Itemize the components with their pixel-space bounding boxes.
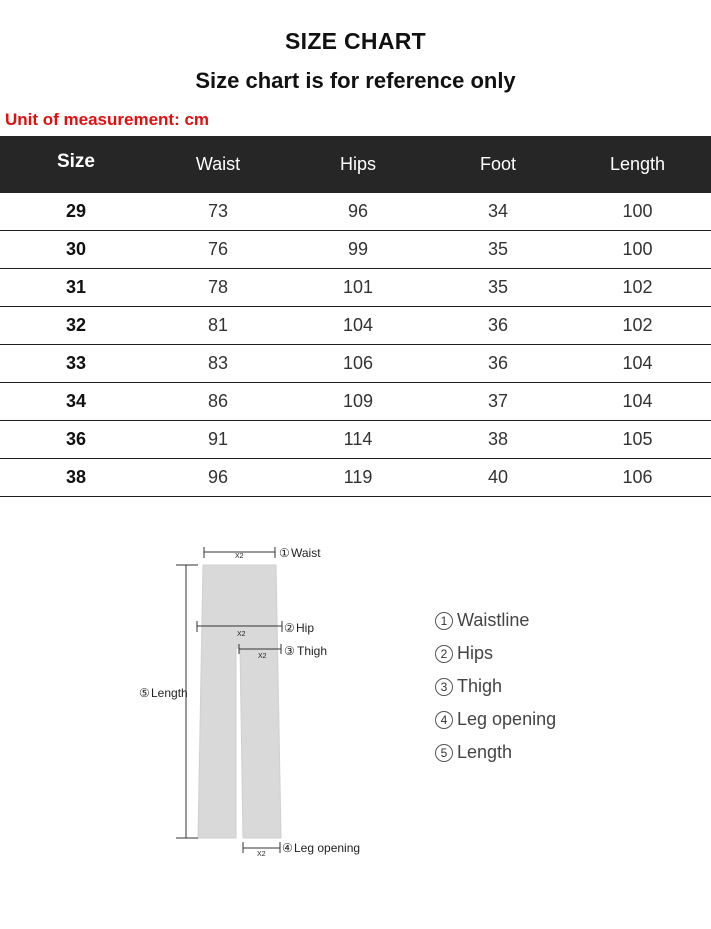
cell-waist: 81 bbox=[207, 315, 229, 335]
cell-foot: 34 bbox=[487, 201, 509, 221]
hip-x2-label: X2 bbox=[237, 631, 246, 638]
legend-label: Thigh bbox=[457, 676, 503, 696]
pants-silhouette bbox=[198, 565, 281, 838]
hip-marker: ② bbox=[284, 621, 295, 635]
legend-number: 4 bbox=[435, 711, 453, 729]
thigh-label: Thigh bbox=[297, 644, 328, 658]
cell-length: 102 bbox=[622, 277, 653, 297]
length-marker: ⑤ bbox=[139, 686, 150, 700]
cell-size: 29 bbox=[65, 201, 87, 221]
header-foot: Foot bbox=[479, 154, 517, 174]
cell-length: 104 bbox=[622, 391, 653, 411]
header-size: Size bbox=[56, 150, 96, 172]
measurement-legend bbox=[435, 604, 556, 769]
legend-label: Leg opening bbox=[457, 709, 557, 729]
cell-hips: 109 bbox=[342, 391, 374, 411]
leg-opening-label: Leg opening bbox=[294, 841, 361, 855]
page-subtitle: Size chart is for reference only bbox=[195, 68, 516, 93]
cell-waist: 76 bbox=[207, 239, 229, 259]
cell-waist: 83 bbox=[207, 353, 229, 373]
cell-waist: 86 bbox=[207, 391, 229, 411]
legend-number: 5 bbox=[435, 744, 453, 762]
cell-hips: 101 bbox=[342, 277, 374, 297]
waist-marker: ① bbox=[279, 546, 290, 560]
cell-foot: 38 bbox=[487, 429, 509, 449]
cell-hips: 99 bbox=[347, 239, 369, 259]
cell-length: 102 bbox=[622, 315, 653, 335]
legend-number: 3 bbox=[435, 678, 453, 696]
cell-length: 106 bbox=[622, 467, 653, 487]
legend-item bbox=[435, 637, 556, 670]
waist-label: Waist bbox=[291, 546, 321, 560]
unit-note: Unit of measurement: cm bbox=[5, 110, 210, 129]
legend-item bbox=[435, 670, 556, 703]
header-hips: Hips bbox=[339, 154, 376, 174]
cell-length: 105 bbox=[622, 429, 653, 449]
header-waist: Waist bbox=[195, 154, 241, 174]
cell-waist: 96 bbox=[207, 467, 229, 487]
cell-size: 36 bbox=[65, 429, 87, 449]
cell-size: 38 bbox=[65, 467, 87, 487]
leg-opening-marker: ④ bbox=[282, 841, 293, 855]
cell-foot: 37 bbox=[487, 391, 509, 411]
cell-length: 104 bbox=[622, 353, 653, 373]
cell-foot: 36 bbox=[487, 353, 509, 373]
cell-length: 100 bbox=[622, 239, 653, 259]
page-title: SIZE CHART bbox=[285, 28, 426, 54]
hip-label: Hip bbox=[296, 621, 315, 635]
legend-label: Length bbox=[457, 742, 513, 762]
legend-number: 2 bbox=[435, 645, 453, 663]
cell-hips: 114 bbox=[343, 429, 373, 449]
legend-item bbox=[435, 736, 556, 769]
cell-hips: 104 bbox=[342, 315, 374, 335]
cell-foot: 36 bbox=[487, 315, 509, 335]
thigh-x2-label: X2 bbox=[258, 653, 267, 660]
cell-waist: 78 bbox=[207, 277, 229, 297]
thigh-marker: ③ bbox=[284, 644, 295, 658]
cell-hips: 96 bbox=[347, 201, 369, 221]
cell-foot: 40 bbox=[487, 467, 509, 487]
cell-size: 32 bbox=[65, 315, 87, 335]
length-label: Length bbox=[151, 686, 188, 700]
legend-label: Waistline bbox=[457, 610, 530, 630]
length-measure bbox=[176, 565, 198, 838]
cell-hips: 119 bbox=[343, 467, 373, 487]
leg-opening-x2-label: X2 bbox=[257, 851, 266, 858]
cell-length: 100 bbox=[622, 201, 653, 221]
cell-waist: 91 bbox=[207, 429, 229, 449]
cell-size: 34 bbox=[65, 391, 87, 411]
cell-waist: 73 bbox=[207, 201, 229, 221]
header-length: Length bbox=[609, 154, 666, 174]
waist-x2-label: X2 bbox=[235, 553, 244, 560]
cell-size: 33 bbox=[65, 353, 87, 373]
legend-number: 1 bbox=[435, 612, 453, 630]
legend-item bbox=[435, 604, 556, 637]
cell-size: 31 bbox=[65, 277, 87, 297]
cell-hips: 106 bbox=[342, 353, 374, 373]
cell-foot: 35 bbox=[487, 239, 509, 259]
legend-item bbox=[435, 703, 556, 736]
legend-label: Hips bbox=[457, 643, 494, 663]
cell-foot: 35 bbox=[487, 277, 509, 297]
cell-size: 30 bbox=[65, 239, 87, 259]
